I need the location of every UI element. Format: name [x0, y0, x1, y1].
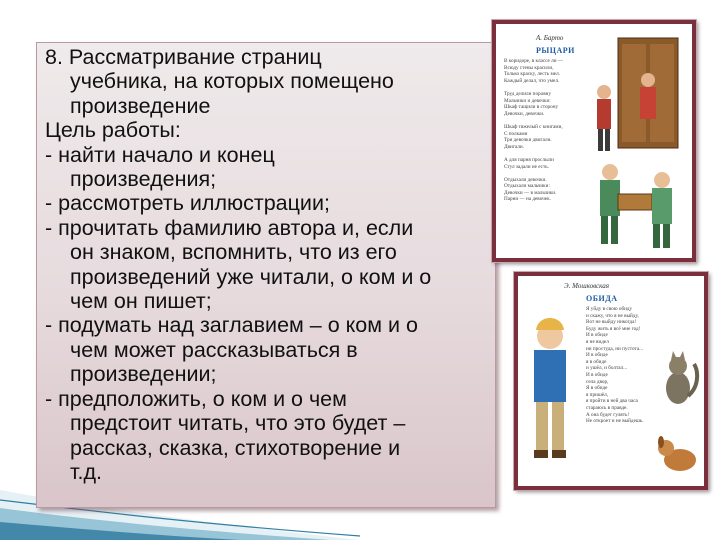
section-title-line-1: 8. Рассматривание страниц	[45, 45, 322, 69]
item-4-line-3: произведении;	[70, 362, 217, 387]
book2-title: ОБИДА	[586, 294, 618, 303]
item-5-line-2: предстоит читать, что это будет –	[70, 411, 406, 436]
book2-boy-illustration	[520, 300, 582, 480]
item-1-line-1: - найти начало и конец	[45, 142, 275, 167]
book1-verse: В коридоре, в классе ли — Всюду стены красили, Только краску, лесть мел. Каждый делал, что умел. Труд делили поровну Мальчики и девочки: Шкаф тащили в сторону Девочки, девочки. Шкаф тяжелый с книгами, С полками Три девочки двигали. Двигали. А для парня прослыли Стул задали не есть. Отдыхали девочки. Отдыхали мальчики: Девочки — в мальчики. Парни — на девочек.	[504, 58, 563, 203]
item-3-line-4: чем он пишет;	[70, 289, 212, 314]
book-page-moshkovskaya	[514, 272, 708, 490]
item-3-line-2: он знаком, вспомнить, что из его	[70, 240, 397, 265]
book2-verse: Я уйду в свою обиду и скажу, что я не выйду, Вот не выйду никогда! Буду жить я всё мне год! И в обиде я не видел ни простуда, ни пустота... И в обиде я в обиде и ушёл, и болтал... И в обиде села двор, Я в обиде я пришёл, я пройти в ней два часа стараюсь в правде. А она будет гулять! Не откроет и не выйдешь.	[586, 306, 644, 425]
item-5-line-3: рассказ, сказка, стихотворение и	[70, 435, 401, 460]
section-title-line-3: произведение	[70, 93, 211, 118]
item-1-line-2: произведения;	[70, 167, 217, 192]
book1-illustration	[588, 30, 688, 252]
text-panel	[36, 42, 496, 508]
item-2-line-1: - рассмотреть иллюстрации;	[45, 191, 330, 216]
item-3-line-3: произведений уже читали, о ком и о	[70, 264, 432, 289]
item-3-line-1: - прочитать фамилию автора и, если	[45, 215, 414, 240]
goal-label: Цель работы:	[45, 118, 181, 143]
section-title-line-2: учебника, на которых помещено	[70, 69, 394, 94]
item-4-line-1: - подумать над заглавием – о ком и о	[45, 313, 418, 338]
item-5-line-4: т.д.	[70, 459, 102, 484]
book2-author: Э. Мошковская	[564, 282, 610, 290]
item-4-line-2: чем может рассказываться в	[70, 337, 358, 362]
book2-animals-illustration	[654, 336, 702, 482]
book1-author: А. Барто	[536, 34, 564, 42]
book-page-barto	[492, 20, 696, 262]
book1-title: РЫЦАРИ	[536, 46, 575, 55]
item-5-line-1: - предположить, о ком и о чем	[45, 386, 347, 411]
